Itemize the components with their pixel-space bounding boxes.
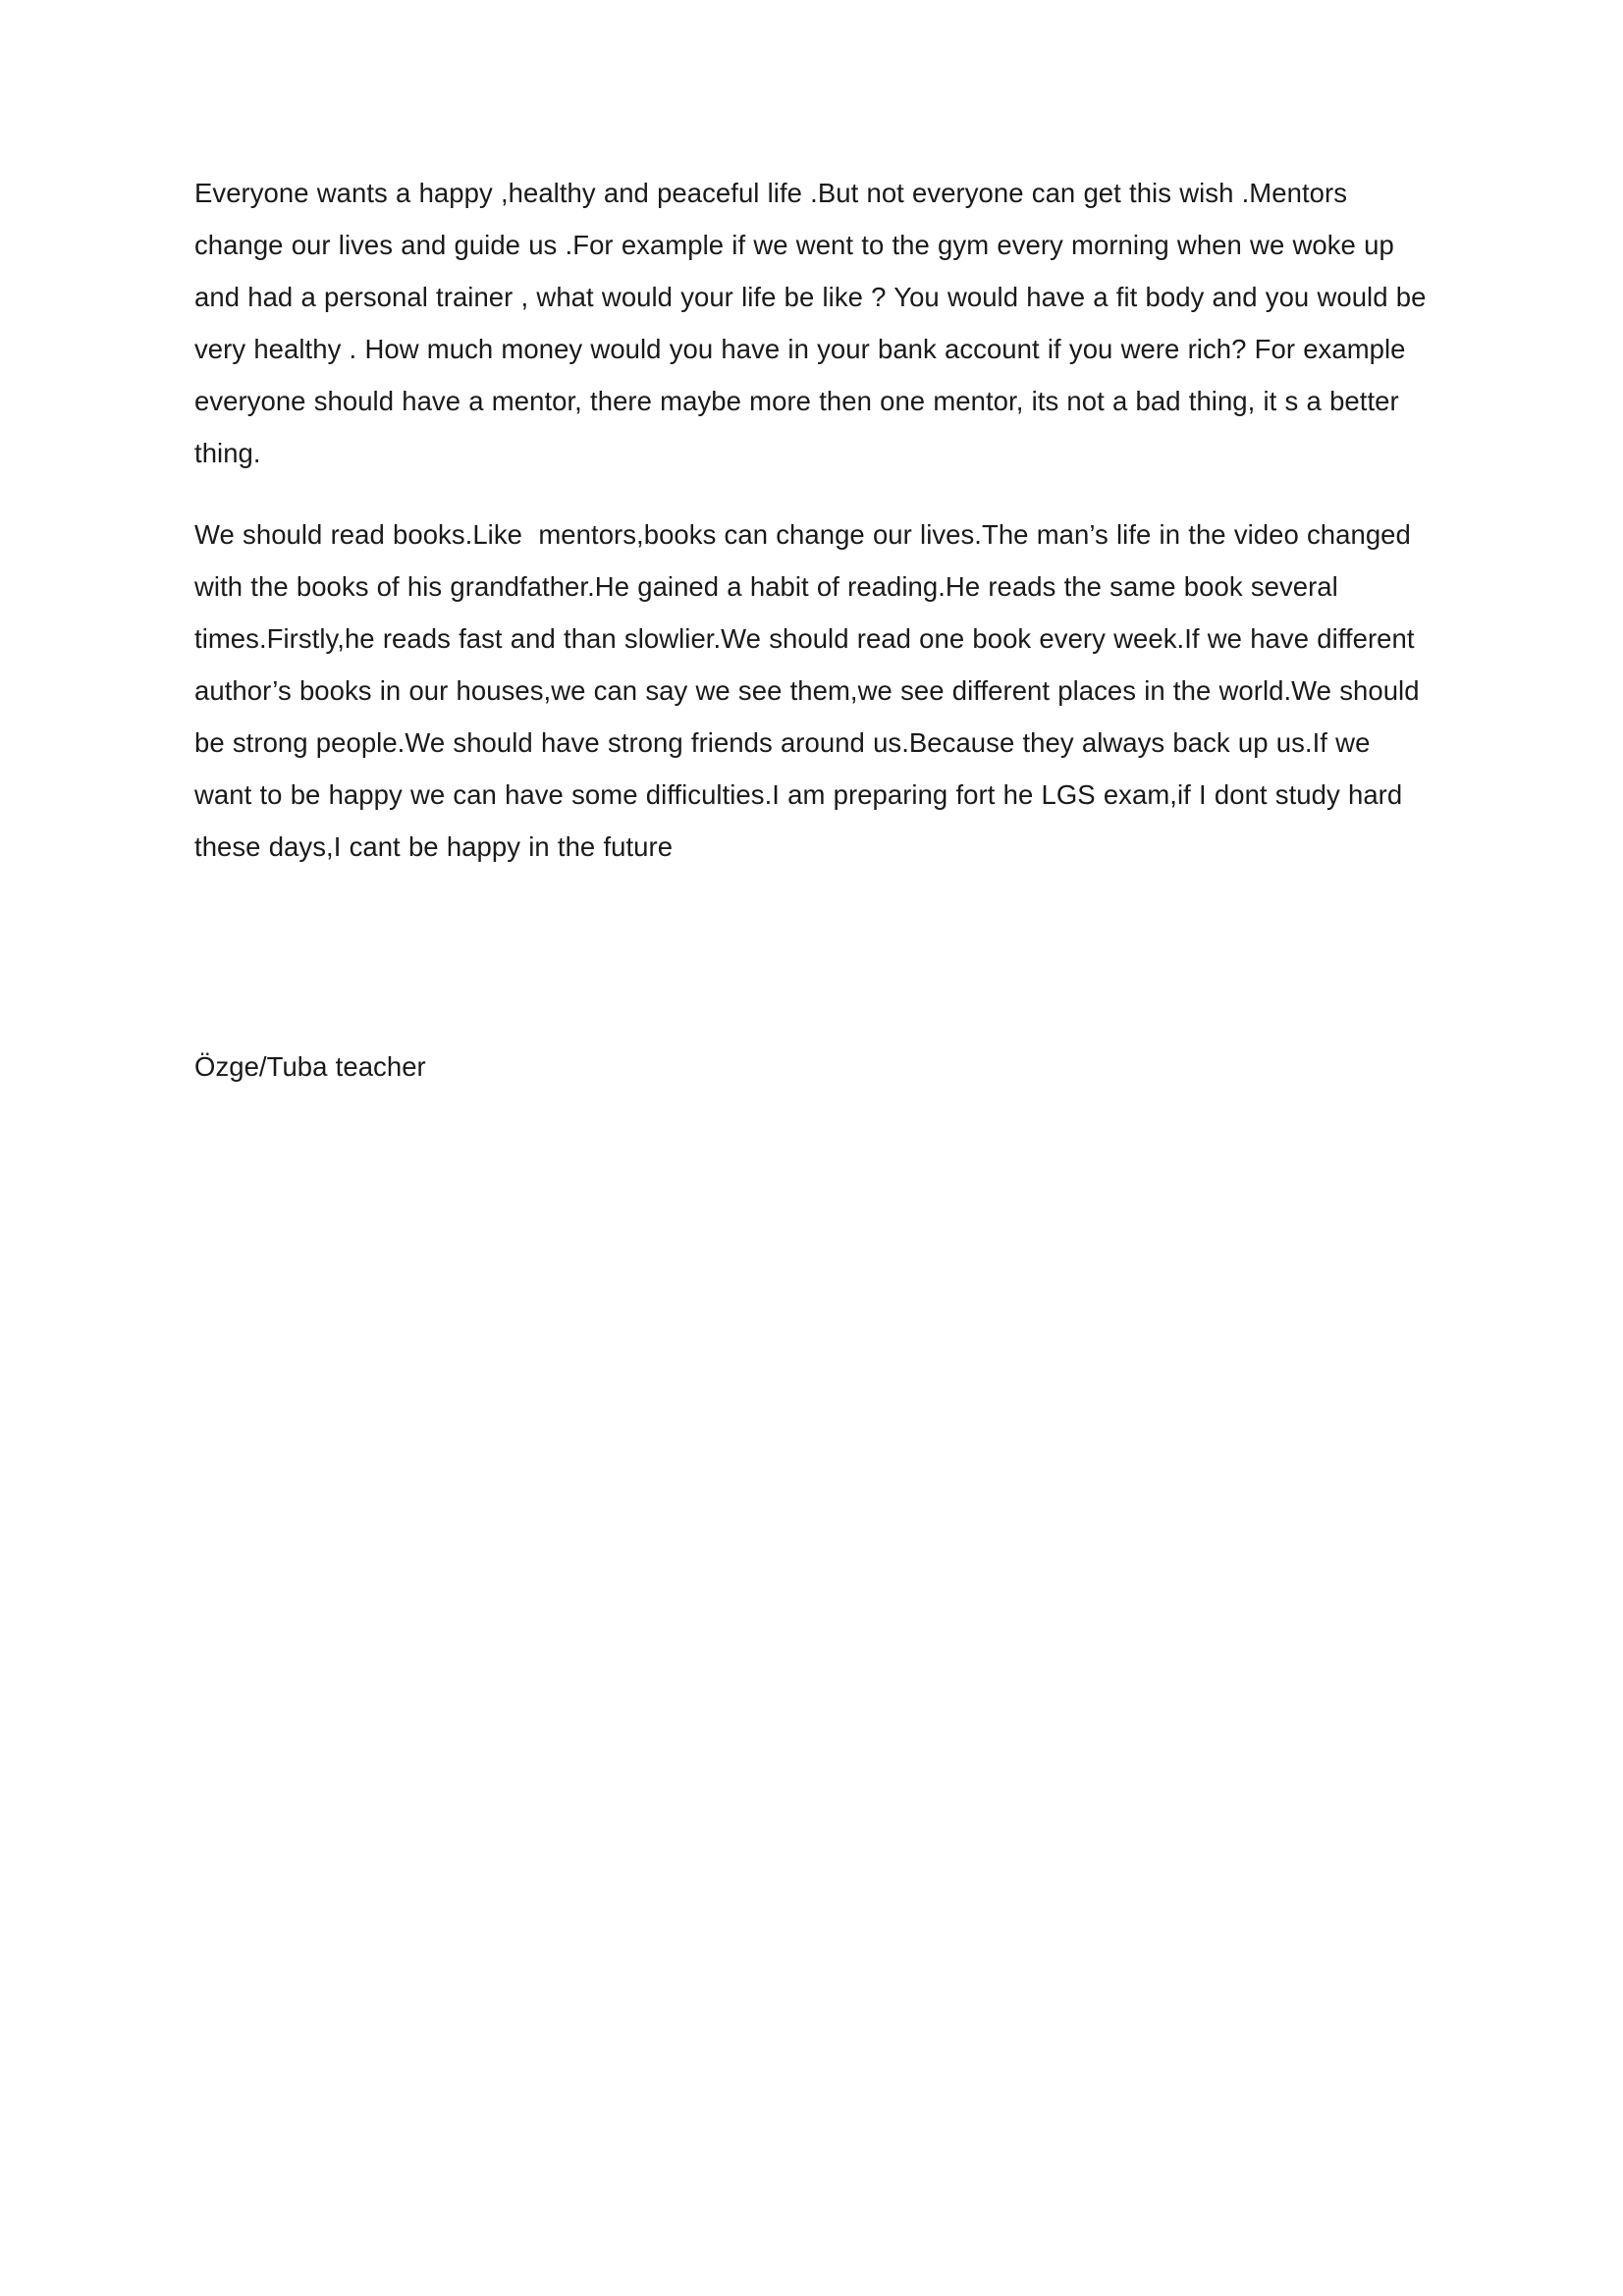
signature-line: Özge/Tuba teacher — [194, 1051, 426, 1082]
essay-paragraph-1: Everyone wants a happy ,healthy and peaceful life .But not everyone can get this wish .Mentors change our lives and guide us .For example if we went to the gym every morning when we woke up and had a personal trainer , what would your life be like ? You would have a fit body and you would be very healthy . How much money would you have in your bank account if you were rich? For example everyone should have a mentor, there maybe more then one mentor, its not a bad thing, it s a better thing. — [194, 178, 1434, 468]
blank-line-spacer — [194, 902, 1434, 954]
essay-paragraph-2: We should read books.Like mentors,books can change our lives.The man’s life in the video changed with the books of his grandfather.He gained a habit of reading.He reads the same book several times.Firstly,he reads fast and than slowlier.We should read one book every week.If we have different author’s books in our houses,we can say we see them,we see different places in the world.We should be strong people.We should have strong friends around us.Because they always back up us.If we want to be happy we can have some difficulties.I am preparing fort he LGS exam,if I dont study hard these days,I cant be happy in the future — [194, 519, 1428, 862]
document-text-body — [194, 167, 1434, 1093]
